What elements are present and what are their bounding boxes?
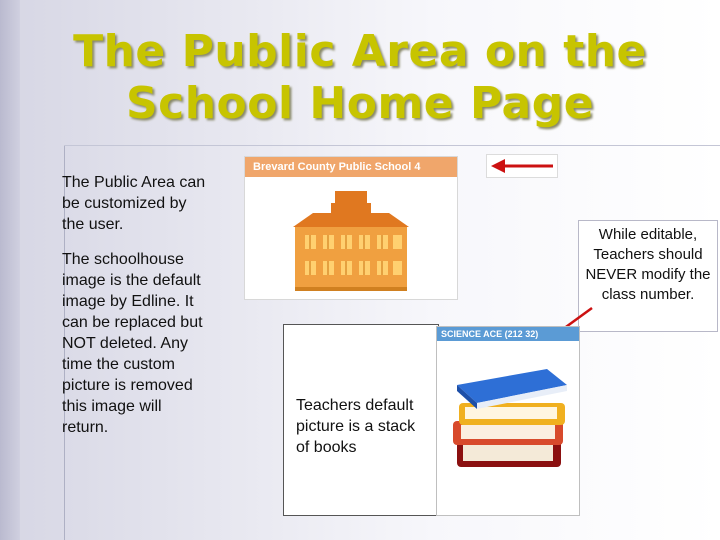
schoolhouse-icon bbox=[283, 189, 419, 293]
title-line-1: The Public Area on the bbox=[73, 26, 647, 77]
teachers-default-picture-text: Teachers default picture is a stack of books bbox=[296, 397, 416, 456]
class-page-screenshot bbox=[436, 326, 580, 516]
red-left-arrow-icon bbox=[487, 155, 557, 177]
decorative-horizontal-line bbox=[64, 145, 720, 146]
class-number-callout bbox=[578, 220, 718, 332]
school-public-area-screenshot bbox=[244, 156, 458, 300]
stack-of-books-icon bbox=[451, 363, 569, 473]
slide-title bbox=[40, 26, 680, 130]
school-name-header: Brevard County Public School 4 bbox=[245, 157, 457, 177]
left-text-block bbox=[62, 172, 212, 452]
class-name-header: SCIENCE ACE (212 32) bbox=[437, 327, 579, 341]
decorative-side-bar bbox=[0, 0, 20, 540]
teachers-text-box bbox=[283, 324, 439, 516]
title-line-2: School Home Page bbox=[125, 78, 595, 129]
paragraph-public-area: The Public Area can be customized by the user. bbox=[62, 174, 206, 233]
arrow-box bbox=[486, 154, 558, 178]
callout-text: While editable, Teachers should NEVER modify the class number. bbox=[585, 226, 711, 303]
paragraph-schoolhouse: The schoolhouse image is the default image by Edline. It can be replaced but NOT deleted. Any time the custom picture is removed this image will return. bbox=[62, 251, 203, 436]
